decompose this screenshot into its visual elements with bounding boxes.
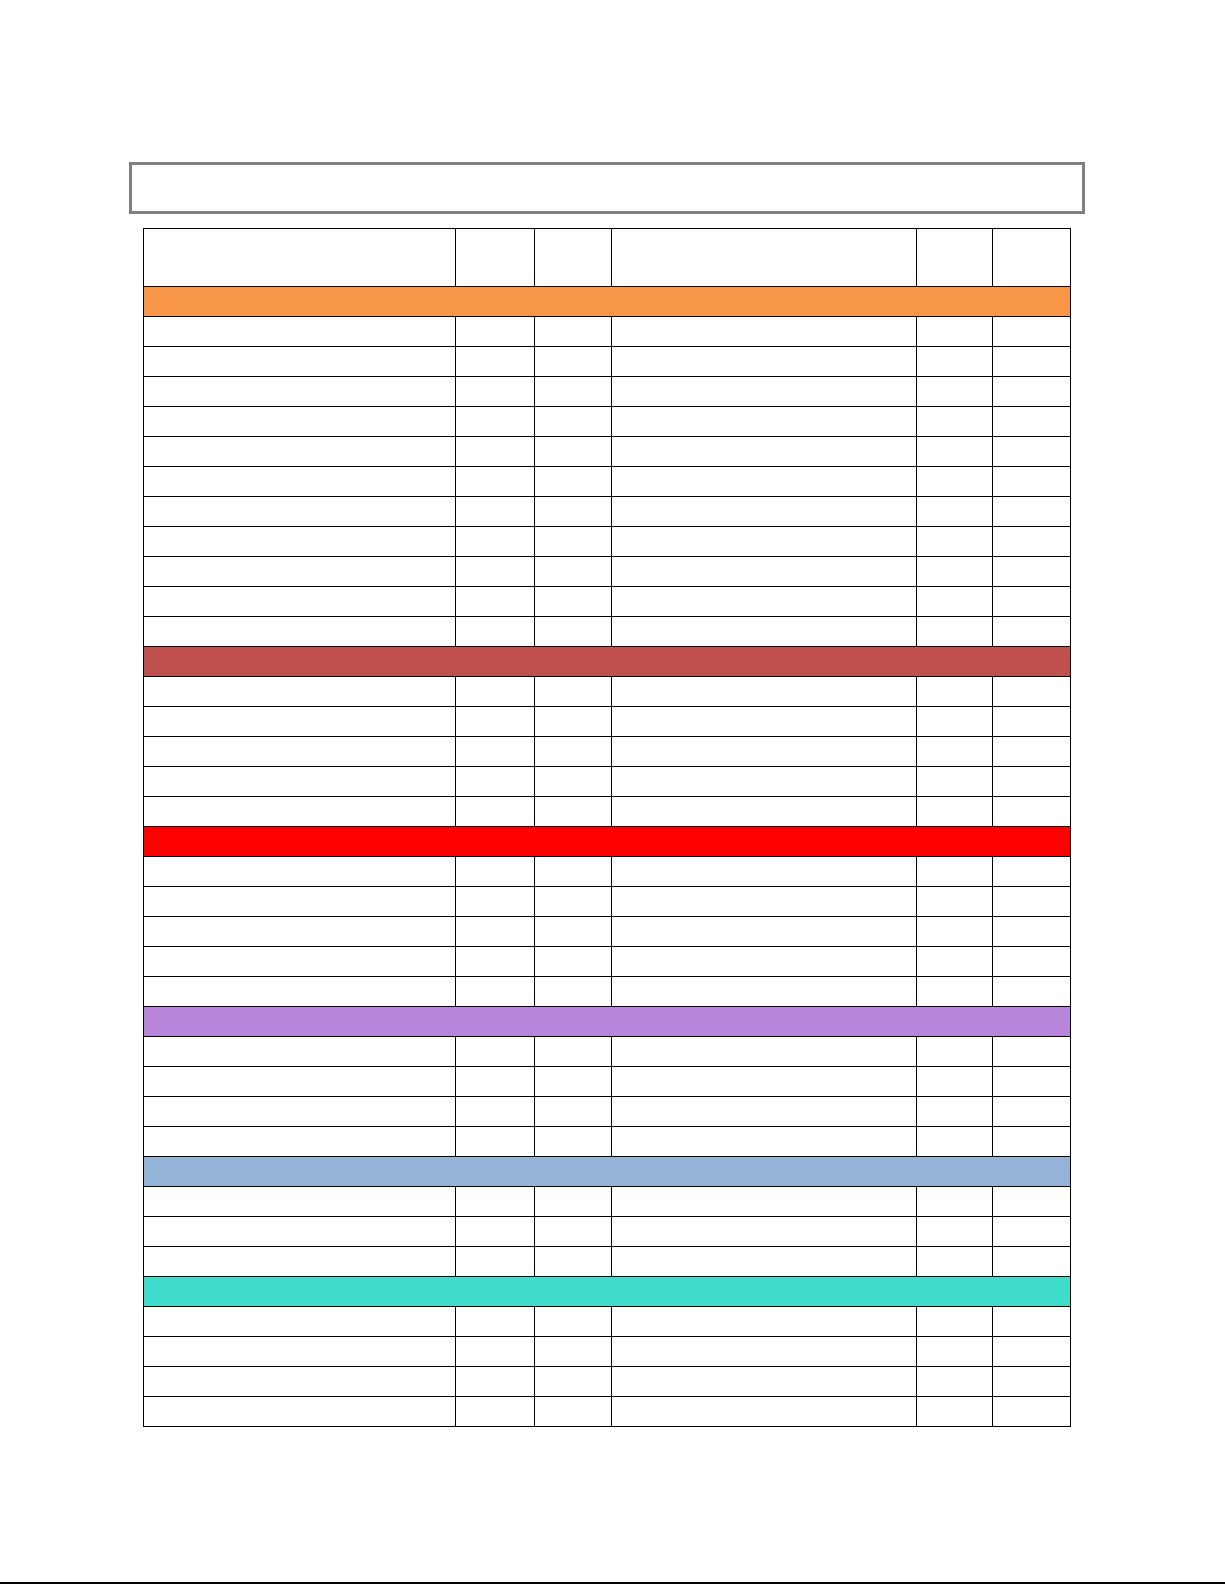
table-cell[interactable] [535, 857, 612, 887]
section-band-cell [144, 647, 1071, 677]
table-cell[interactable] [917, 977, 993, 1007]
table-cell[interactable] [456, 617, 535, 647]
table-cell[interactable] [144, 407, 456, 437]
table-cell[interactable] [535, 1067, 612, 1097]
table-cell[interactable] [144, 1247, 456, 1277]
table-cell[interactable] [535, 797, 612, 827]
table-cell[interactable] [535, 737, 612, 767]
table-row [144, 1127, 1071, 1157]
table-cell[interactable] [993, 767, 1071, 797]
table-row [144, 737, 1071, 767]
table-cell[interactable] [917, 1067, 993, 1097]
table-cell[interactable] [535, 887, 612, 917]
section-band-cell [144, 287, 1071, 317]
table-cell[interactable] [917, 1397, 993, 1427]
table-cell[interactable] [456, 857, 535, 887]
table-cell[interactable] [993, 407, 1071, 437]
table-cell[interactable] [917, 347, 993, 377]
section-band [144, 827, 1071, 857]
table-cell[interactable] [612, 617, 917, 647]
table-cell[interactable] [144, 1307, 456, 1337]
table-cell[interactable] [612, 767, 917, 797]
table-cell[interactable] [144, 437, 456, 467]
table-cell[interactable] [612, 1337, 917, 1367]
table-cell[interactable] [144, 617, 456, 647]
table-cell[interactable] [456, 707, 535, 737]
table-cell[interactable] [993, 1307, 1071, 1337]
table-cell[interactable] [993, 467, 1071, 497]
table-cell[interactable] [456, 1217, 535, 1247]
table-row [144, 677, 1071, 707]
table-cell[interactable] [144, 1217, 456, 1247]
table-cell[interactable] [535, 947, 612, 977]
table-cell[interactable] [612, 797, 917, 827]
table-row [144, 317, 1071, 347]
table-cell[interactable] [612, 587, 917, 617]
table-cell[interactable] [612, 1067, 917, 1097]
table-cell[interactable] [144, 977, 456, 1007]
table-cell[interactable] [993, 1367, 1071, 1397]
table-row [144, 797, 1071, 827]
table-cell[interactable] [144, 1097, 456, 1127]
table-cell[interactable] [144, 1397, 456, 1427]
table-cell[interactable] [144, 317, 456, 347]
table-cell[interactable] [144, 677, 456, 707]
table-row [144, 407, 1071, 437]
title-box[interactable] [129, 162, 1085, 214]
table-cell[interactable] [917, 767, 993, 797]
table-row [144, 437, 1071, 467]
table-cell[interactable] [993, 437, 1071, 467]
table-cell[interactable] [456, 1187, 535, 1217]
table-row [144, 1397, 1071, 1427]
table-cell[interactable] [612, 317, 917, 347]
table-cell[interactable] [535, 1337, 612, 1367]
table-cell[interactable] [993, 1217, 1071, 1247]
table-cell[interactable] [612, 707, 917, 737]
table-cell[interactable] [456, 767, 535, 797]
table-cell[interactable] [456, 347, 535, 377]
table-cell[interactable] [993, 1127, 1071, 1157]
table-cell[interactable] [612, 1307, 917, 1337]
table-cell[interactable] [993, 857, 1071, 887]
table-cell[interactable] [535, 317, 612, 347]
table-cell[interactable] [456, 1307, 535, 1337]
section-band-cell [144, 1007, 1071, 1037]
table-cell[interactable] [535, 1037, 612, 1067]
section-band [144, 1007, 1071, 1037]
table-cell[interactable] [535, 557, 612, 587]
table-row [144, 767, 1071, 797]
table-cell[interactable] [535, 707, 612, 737]
table-row [144, 377, 1071, 407]
table-cell[interactable] [535, 1307, 612, 1337]
header-row [144, 229, 1071, 287]
table-cell[interactable] [917, 527, 993, 557]
table-cell[interactable] [456, 407, 535, 437]
table-row [144, 1217, 1071, 1247]
table-cell[interactable] [144, 737, 456, 767]
table-cell[interactable] [917, 1217, 993, 1247]
table-row [144, 1247, 1071, 1277]
table-cell[interactable] [917, 857, 993, 887]
section-band [144, 1277, 1071, 1307]
table-cell[interactable] [612, 557, 917, 587]
table-cell[interactable] [535, 407, 612, 437]
table-cell[interactable] [917, 797, 993, 827]
table-cell[interactable] [993, 797, 1071, 827]
table-cell[interactable] [456, 1097, 535, 1127]
table-row [144, 1307, 1071, 1337]
table-cell[interactable] [144, 917, 456, 947]
table-cell[interactable] [535, 527, 612, 557]
table-cell[interactable] [993, 677, 1071, 707]
table-cell[interactable] [144, 887, 456, 917]
header-cell [456, 229, 535, 287]
table-cell[interactable] [535, 1187, 612, 1217]
table-cell[interactable] [993, 377, 1071, 407]
table-cell[interactable] [993, 977, 1071, 1007]
table-cell[interactable] [612, 527, 917, 557]
table-cell[interactable] [612, 467, 917, 497]
table-cell[interactable] [144, 1127, 456, 1157]
table-cell[interactable] [535, 377, 612, 407]
table-cell[interactable] [993, 1097, 1071, 1127]
table-cell[interactable] [612, 1097, 917, 1127]
table-cell[interactable] [917, 497, 993, 527]
table-cell[interactable] [144, 1367, 456, 1397]
table-row [144, 1097, 1071, 1127]
table-cell[interactable] [144, 797, 456, 827]
section-band [144, 647, 1071, 677]
table-cell[interactable] [612, 677, 917, 707]
table-cell[interactable] [456, 1337, 535, 1367]
table-cell[interactable] [456, 437, 535, 467]
table-cell[interactable] [456, 797, 535, 827]
header-cell [917, 229, 993, 287]
table-cell[interactable] [144, 1037, 456, 1067]
table-cell[interactable] [456, 1037, 535, 1067]
table-cell[interactable] [917, 467, 993, 497]
checklist-table [143, 228, 1071, 1427]
table-cell[interactable] [612, 347, 917, 377]
table-row [144, 617, 1071, 647]
table-cell[interactable] [535, 977, 612, 1007]
table-cell[interactable] [993, 1187, 1071, 1217]
table-cell[interactable] [144, 497, 456, 527]
table-cell[interactable] [144, 1067, 456, 1097]
table-cell[interactable] [917, 1187, 993, 1217]
table-cell[interactable] [993, 1247, 1071, 1277]
table-cell[interactable] [917, 617, 993, 647]
table-cell[interactable] [993, 527, 1071, 557]
table-cell[interactable] [535, 587, 612, 617]
table-cell[interactable] [144, 347, 456, 377]
table-row [144, 857, 1071, 887]
table-cell[interactable] [456, 1247, 535, 1277]
table-cell[interactable] [144, 527, 456, 557]
table-cell[interactable] [917, 947, 993, 977]
table-row [144, 587, 1071, 617]
table-cell[interactable] [993, 347, 1071, 377]
table-cell[interactable] [535, 677, 612, 707]
table-cell[interactable] [612, 917, 917, 947]
table-cell[interactable] [993, 887, 1071, 917]
table-cell[interactable] [612, 737, 917, 767]
section-band [144, 1157, 1071, 1187]
table-cell[interactable] [917, 1367, 993, 1397]
table-cell[interactable] [917, 677, 993, 707]
table-cell[interactable] [612, 1127, 917, 1157]
table-cell[interactable] [456, 917, 535, 947]
table-cell[interactable] [144, 557, 456, 587]
table-cell[interactable] [612, 1247, 917, 1277]
section-band [144, 287, 1071, 317]
table-row [144, 887, 1071, 917]
table-cell[interactable] [993, 557, 1071, 587]
table-cell[interactable] [612, 1217, 917, 1247]
table-cell[interactable] [612, 1397, 917, 1427]
table-cell[interactable] [993, 617, 1071, 647]
table-cell[interactable] [612, 1037, 917, 1067]
table-row [144, 347, 1071, 377]
table-cell[interactable] [612, 497, 917, 527]
table-row [144, 1037, 1071, 1067]
table-cell[interactable] [917, 887, 993, 917]
table-cell[interactable] [612, 857, 917, 887]
table-row [144, 1067, 1071, 1097]
table-cell[interactable] [993, 587, 1071, 617]
table-cell[interactable] [456, 557, 535, 587]
page-bottom-rule [0, 1582, 1225, 1584]
table-cell[interactable] [456, 1067, 535, 1097]
table-row [144, 707, 1071, 737]
table-cell[interactable] [612, 977, 917, 1007]
table-cell[interactable] [917, 1337, 993, 1367]
table-cell[interactable] [993, 1337, 1071, 1367]
table-cell[interactable] [144, 587, 456, 617]
table-cell[interactable] [456, 1127, 535, 1157]
table-cell[interactable] [993, 917, 1071, 947]
table-row [144, 917, 1071, 947]
table-cell[interactable] [917, 587, 993, 617]
table-cell[interactable] [144, 767, 456, 797]
table-cell[interactable] [612, 1187, 917, 1217]
table-cell[interactable] [993, 737, 1071, 767]
table-cell[interactable] [917, 1127, 993, 1157]
table-cell[interactable] [456, 677, 535, 707]
table-cell[interactable] [993, 497, 1071, 527]
table-cell[interactable] [917, 437, 993, 467]
table-row [144, 1187, 1071, 1217]
table-cell[interactable] [456, 317, 535, 347]
table-cell[interactable] [456, 977, 535, 1007]
section-band-cell [144, 1277, 1071, 1307]
table-cell[interactable] [535, 1127, 612, 1157]
table-cell[interactable] [917, 707, 993, 737]
table-cell[interactable] [456, 947, 535, 977]
table-cell[interactable] [535, 1367, 612, 1397]
table-cell[interactable] [144, 1337, 456, 1367]
table-cell[interactable] [612, 377, 917, 407]
table-cell[interactable] [144, 947, 456, 977]
table-row [144, 497, 1071, 527]
table-cell[interactable] [535, 767, 612, 797]
header-cell [535, 229, 612, 287]
table-cell[interactable] [456, 527, 535, 557]
table-row [144, 527, 1071, 557]
table-cell[interactable] [144, 377, 456, 407]
table-cell[interactable] [456, 467, 535, 497]
table-cell[interactable] [993, 947, 1071, 977]
table-row [144, 557, 1071, 587]
table-cell[interactable] [456, 497, 535, 527]
table-cell[interactable] [917, 737, 993, 767]
table-cell[interactable] [144, 1187, 456, 1217]
table-cell[interactable] [917, 1037, 993, 1067]
table-cell[interactable] [144, 467, 456, 497]
table-cell[interactable] [917, 317, 993, 347]
table-cell[interactable] [456, 1367, 535, 1397]
table-cell[interactable] [993, 1037, 1071, 1067]
table-cell[interactable] [535, 1097, 612, 1127]
table-cell[interactable] [535, 437, 612, 467]
table-cell[interactable] [917, 557, 993, 587]
table-cell[interactable] [917, 407, 993, 437]
table-cell[interactable] [535, 467, 612, 497]
table-cell[interactable] [917, 1097, 993, 1127]
table-cell[interactable] [612, 887, 917, 917]
table-cell[interactable] [612, 1367, 917, 1397]
table-cell[interactable] [535, 617, 612, 647]
section-band-cell [144, 1157, 1071, 1187]
table-cell[interactable] [535, 497, 612, 527]
table-cell[interactable] [535, 1247, 612, 1277]
table-cell[interactable] [993, 707, 1071, 737]
table-cell[interactable] [535, 347, 612, 377]
header-cell [612, 229, 917, 287]
table-cell[interactable] [917, 1307, 993, 1337]
header-cell [144, 229, 456, 287]
table-row [144, 467, 1071, 497]
table-cell[interactable] [456, 587, 535, 617]
table-cell[interactable] [456, 1397, 535, 1427]
table-cell[interactable] [535, 1397, 612, 1427]
table-cell[interactable] [535, 917, 612, 947]
table-cell[interactable] [993, 317, 1071, 347]
table-cell[interactable] [456, 887, 535, 917]
table-cell[interactable] [993, 1067, 1071, 1097]
table-row [144, 1337, 1071, 1367]
table-cell[interactable] [612, 407, 917, 437]
table-row [144, 1367, 1071, 1397]
table-row [144, 947, 1071, 977]
table-cell[interactable] [612, 947, 917, 977]
table-row [144, 977, 1071, 1007]
table-cell[interactable] [917, 1247, 993, 1277]
table-cell[interactable] [144, 857, 456, 887]
table-cell[interactable] [993, 1397, 1071, 1427]
table-cell[interactable] [535, 1217, 612, 1247]
table-cell[interactable] [456, 737, 535, 767]
table-cell[interactable] [456, 377, 535, 407]
table-cell[interactable] [917, 917, 993, 947]
section-band-cell [144, 827, 1071, 857]
header-cell [993, 229, 1071, 287]
table-cell[interactable] [612, 437, 917, 467]
table-cell[interactable] [144, 707, 456, 737]
table-cell[interactable] [917, 377, 993, 407]
